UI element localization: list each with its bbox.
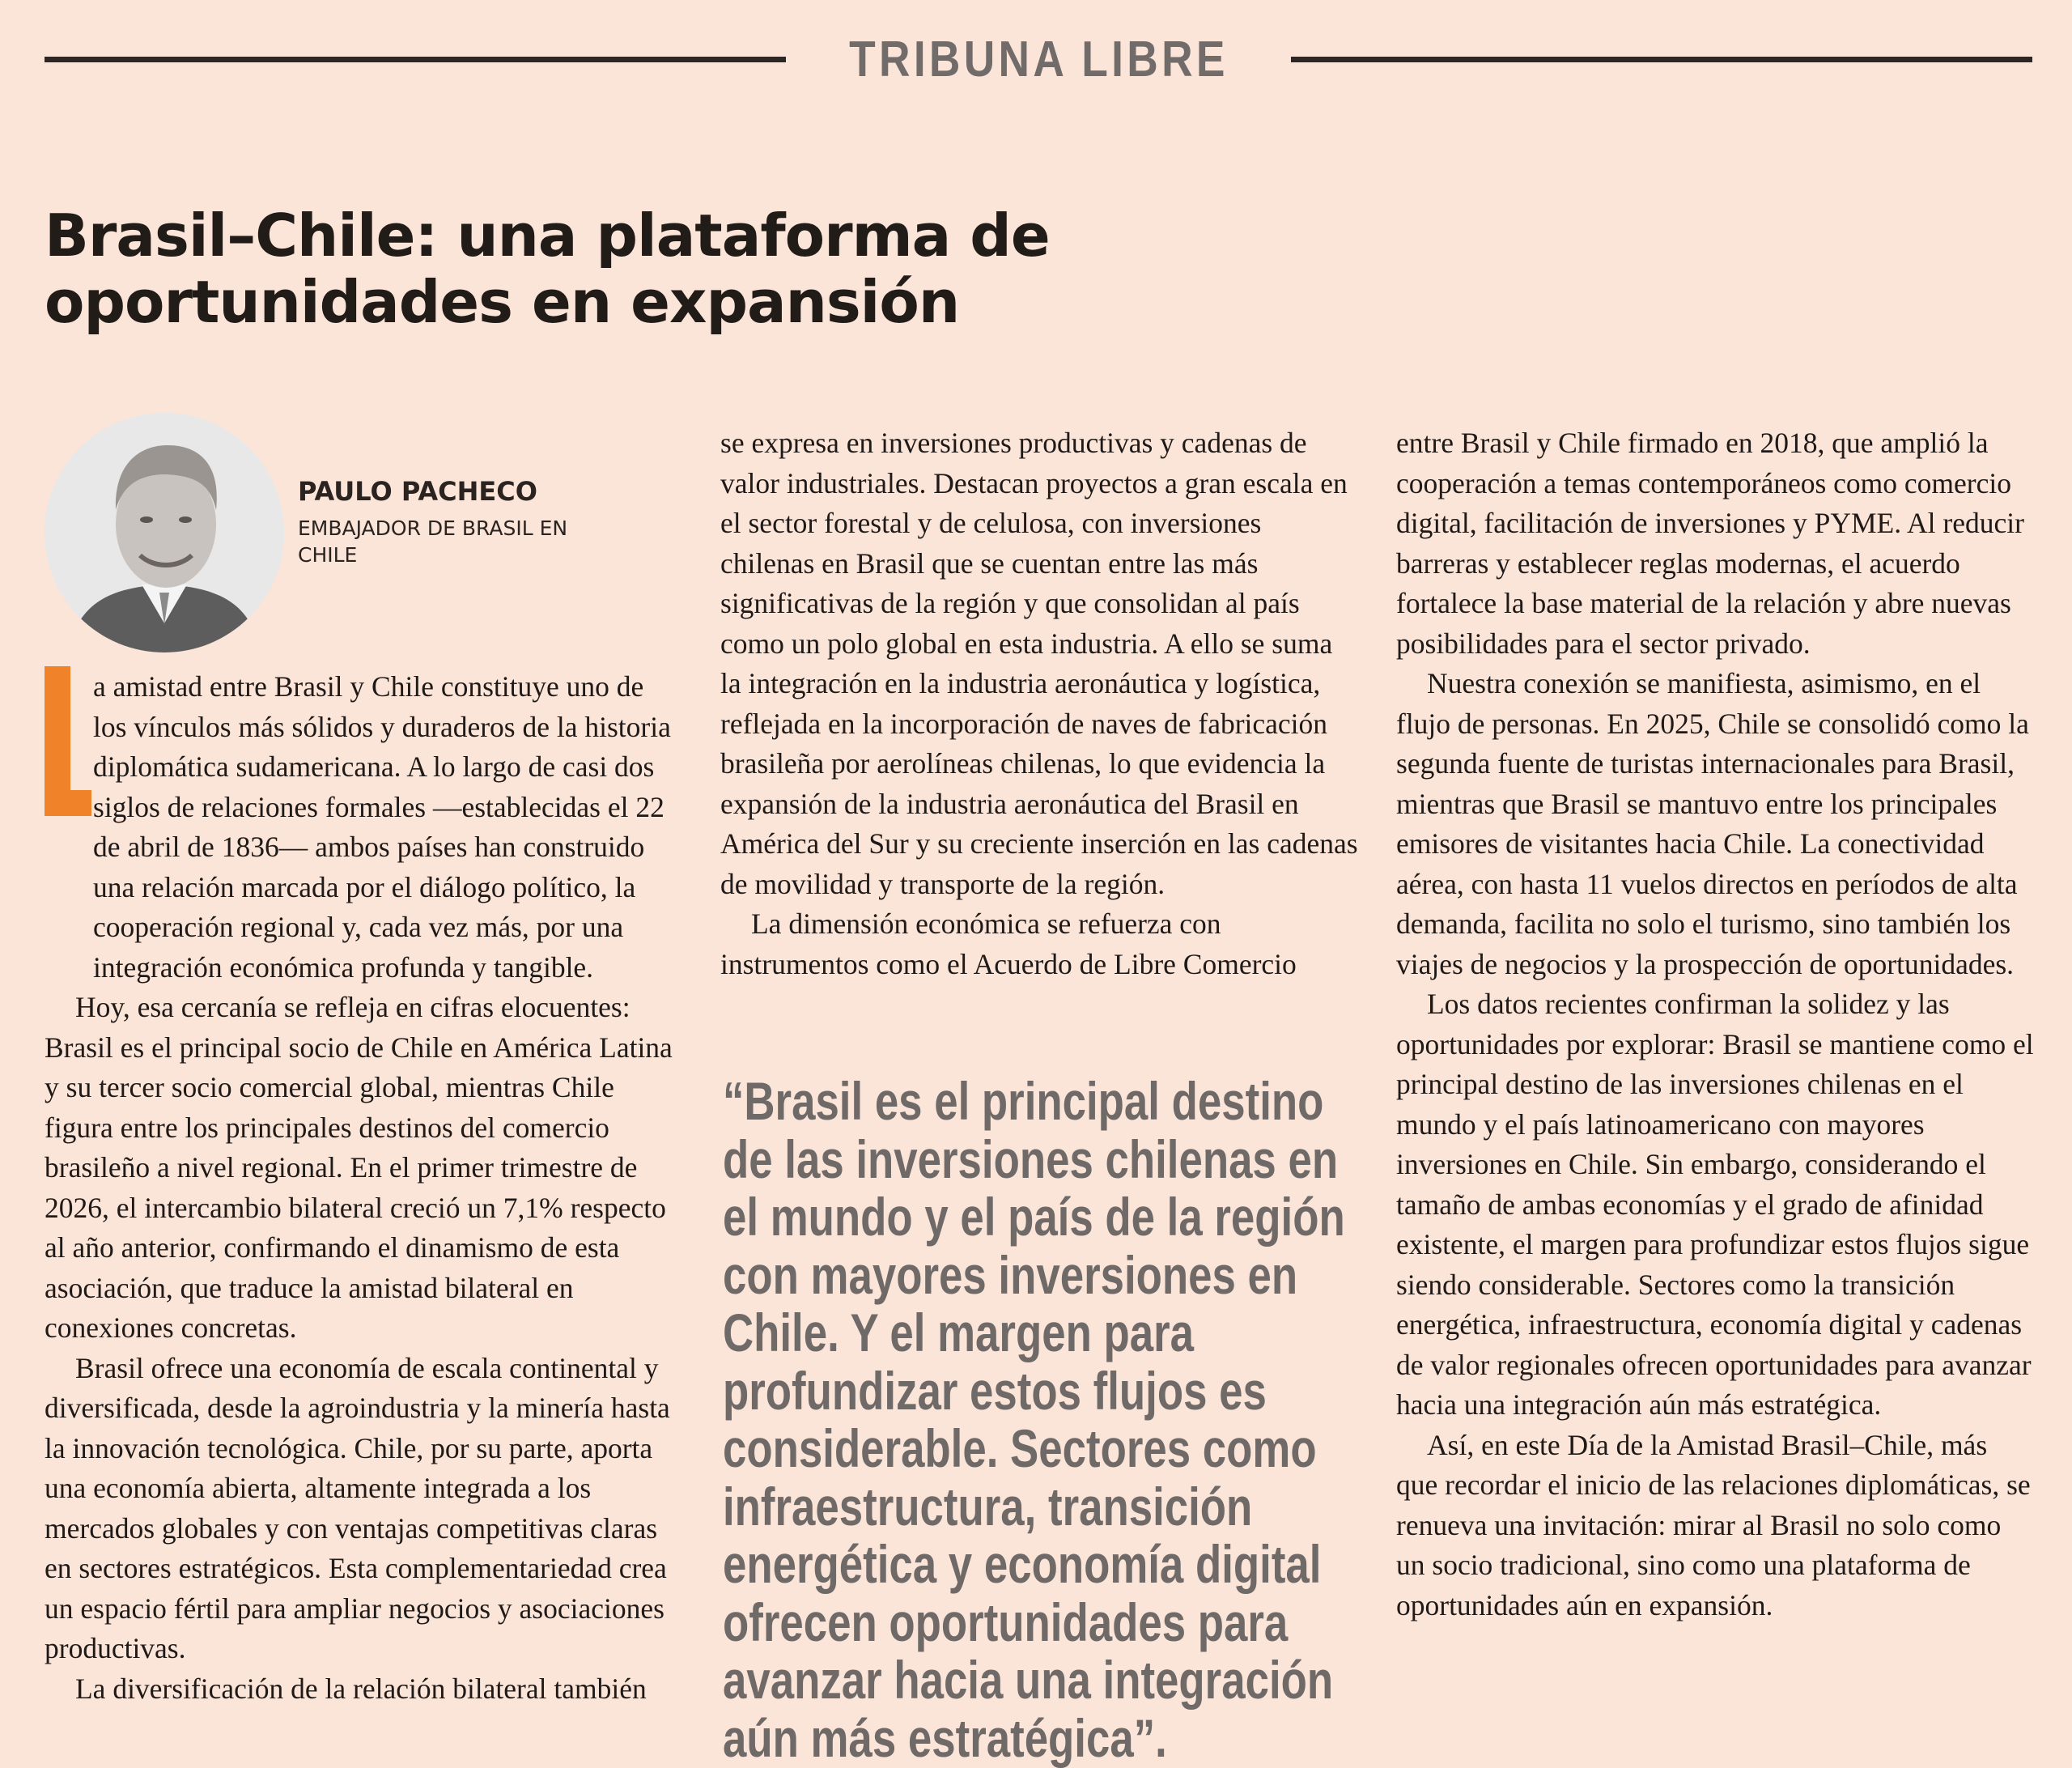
- paragraph: Los datos recientes confirman la solidez y las oportunidades por explorar: Brasil se mantiene como el principal destino de las inversiones chilenas en el mundo y el país latinoamericano con mayores inversiones en Chile. Sin embargo, considerando el tamaño de ambas economías y el grado de afinidad existente, el margen para profundizar estos flujos sigue siendo considerable. Sectores como la transición energética, infraestructura, economía digital y cadenas de valor regionales ofrecen oportunidades para avanzar hacia una integración aún más estratégica.: [1396, 988, 2034, 1421]
- paragraph: Brasil ofrece una economía de escala continental y diversificada, desde la agroindustria y la minería hasta la innovación tecnológica. Chile, por su parte, aporta una economía abierta, altamente integrada a los mercados globales y con ventajas competitivas claras en sectores estratégicos. Esta complementariedad crea un espacio fértil para ampliar negocios y asociaciones productivas.: [45, 1351, 670, 1664]
- section-rule-left: [45, 57, 786, 62]
- paragraph: Así, en este Día de la Amistad Brasil–Chile, más que recordar el inicio de las relaciones diplomáticas, se renueva una invitación: mirar al Brasil no solo como un socio tradicional, sino como una plataforma de oportunidades aún en expansión.: [1396, 1428, 2031, 1621]
- paragraph: Hoy, esa cercanía se refleja en cifras elocuentes: Brasil es el principal socio de Chile en América Latina y su tercer socio comercial global, mientras Chile figura entre los principales destinos del comercio brasileño a nivel regional. En el primer trimestre de 2026, el intercambio bilateral creció un 7,1% respecto al año anterior, confirmando el dinamismo de esta asociación, que traduce la amistad bilateral en conexiones concretas.: [45, 991, 673, 1344]
- pull-quote: “Brasil es el principal destino de las inversiones chilenas en el mundo y el país de la región con mayores inversiones en Chile. Y el margen para profundizar estos flujos es considerable. Sectores como infraestructura, transición energética y economía digital ofrecen oportunidades para avanzar hacia una integración aún más estratégica”.: [723, 1071, 1345, 1768]
- section-header: [45, 23, 2032, 96]
- section-title: TRIBUNA LIBRE: [848, 31, 1229, 87]
- paragraph: La diversificación de la relación bilateral también: [75, 1672, 647, 1705]
- paragraph: se expresa en inversiones productivas y cadenas de valor industriales. Destacan proyectos a gran escala en el sector forestal y de celulosa, con inversiones chilenas en Brasil que se cuentan entre las más significativas de la región y que consolidan al país como un polo global en esta industria. A ello se suma la integración en la industria aeronáutica y logística, reflejada en la incorporación de naves de fabricación brasileña por aerolíneas chilenas, lo que evidencia la expansión de la industria aeronáutica del Brasil en América del Sur y su creciente inserción en las cadenas de movilidad y transporte de la región.: [720, 427, 1358, 900]
- author-photo: [45, 413, 284, 652]
- paragraph: entre Brasil y Chile firmado en 2018, que amplió la cooperación a temas contemporáneos como comercio digital, facilitación de inversiones y PYME. Al reducir barreras y establecer reglas modernas, el acuerdo fortalece la base material de la relación y abre nuevas posibilidades para el sector privado.: [1396, 427, 2024, 660]
- article-column-2: [720, 423, 1360, 984]
- author-role: EMBAJADOR DE BRASIL EN CHILE: [298, 516, 568, 567]
- article-headline: Brasil–Chile: una plataforma de oportunidades en expansión: [45, 202, 1050, 336]
- author-portrait-image: [45, 413, 284, 652]
- article-column-1: [45, 667, 684, 1709]
- section-rule-right: [1291, 57, 2032, 62]
- author-name: PAULO PACHECO: [298, 476, 537, 507]
- paragraph: Nuestra conexión se manifiesta, asimismo, en el flujo de personas. En 2025, Chile se consolidó como la segunda fuente de turistas internacionales para Brasil, mientras que Brasil se mantuvo entre los principales emisores de visitantes hacia Chile. La conectividad aérea, con hasta 11 vuelos directos en períodos de alta demanda, facilita no solo el turismo, sino también los viajes de negocios y la prospección de oportunidades.: [1396, 667, 2029, 980]
- paragraph: La dimensión económica se refuerza con instrumentos como el Acuerdo de Libre Comercio: [720, 907, 1297, 980]
- article-column-3: [1396, 423, 2036, 1626]
- paragraph-lead: a amistad entre Brasil y Chile constituye uno de los vínculos más sólidos y duraderos de la historia diplomática sudamericana. A lo largo de casi dos siglos de relaciones formales —establecidas el 22 de abril de 1836— ambos países han construido una relación marcada por el diálogo político, la cooperación regional y, cada vez más, por una integración económica profunda y tangible.: [93, 670, 671, 984]
